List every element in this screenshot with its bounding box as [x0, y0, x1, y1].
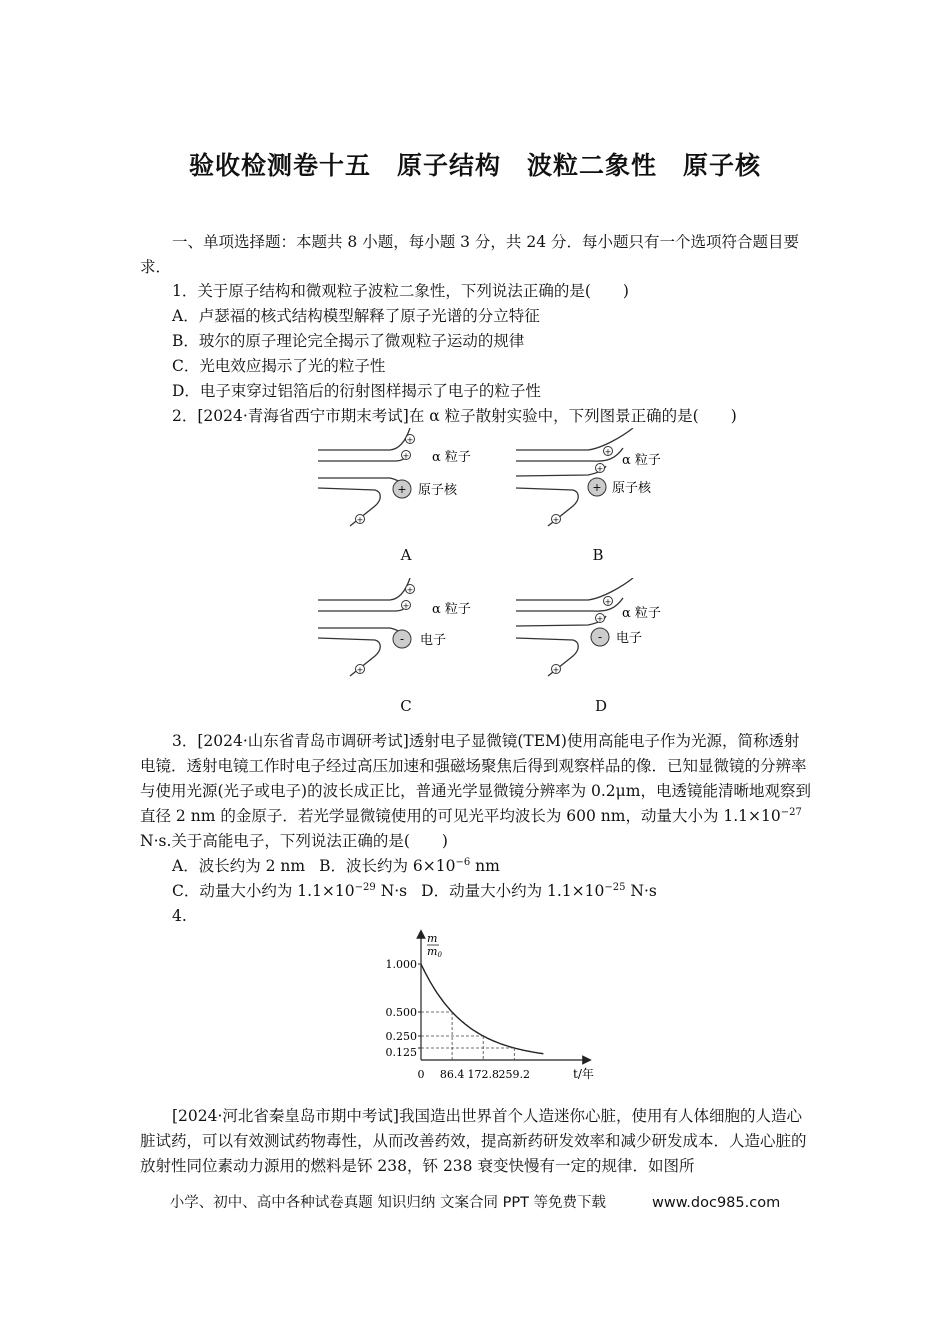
electron-label: 电子 — [616, 631, 643, 646]
alpha-path-middle — [318, 451, 410, 461]
decay-curve — [421, 964, 543, 1054]
footer-text: 小学、初中、高中各种试卷真题 知识归纳 文案合同 PPT 等免费下载 — [169, 1195, 607, 1211]
question-3-option-b: B．波长约为 $6\times 10^{-6}$ nm — [319, 857, 500, 875]
question-2-stem: 2．[2024·青海省西宁市期末考试]在 α 粒子散射实验中，下列图景正确的是( ) — [172, 407, 737, 425]
figure-caption-a: A — [400, 546, 412, 564]
question-3-stem: 3．[2024·山东省青岛市调研考试]透射电子显微镜(TEM)使用高能电子作为光源，简称透射电镜．透射电镜工作时电子经过高压加速和强磁场聚焦后得到观察样品的像．已知显微镜的分辨率与使用光源(光子或电子)的波长成正比，普通光学显微镜分辨率为 0.2μm，电透镜能清晰地观察到直径 2 nm 的金原子．若光学显微镜使用的可见光平均波长为 600 nm，动量大小为 $1.1\times 10^{-27}$ N·s.关于高能电子，下列说法正确的是( ) — [140, 732, 811, 850]
alpha-path-top — [318, 428, 410, 450]
section-heading: 一、单项选择题：本题共 8 小题，每小题 3 分，共 24 分．每小题只有一个选项符合题目要求． — [140, 233, 800, 276]
question-4-text: [2024·河北省秦皇岛市期中考试]我国造出世界首个人造迷你心脏，使用有人体细胞的人造心脏试药，可以有效测试药物毒性，从而改善药效，提高新药研发效率和减少研发成本．人造心脏的放射性同位素动力源用的燃料是钚 238，钚 238 衰变快慢有一定的规律．如图所 — [140, 1107, 807, 1175]
plus-sign: + — [596, 614, 604, 624]
question-3-option-c: C．动量大小约为 $1.1\times 10^{-29}$ N·s — [172, 882, 408, 900]
question-1-stem: 1．关于原子结构和微观粒子波粒二象性，下列说法正确的是( ) — [172, 282, 629, 300]
question-3-options-ab — [172, 854, 500, 879]
nucleus-label: 原子核 — [612, 481, 652, 496]
question-4-number: 4. — [172, 907, 187, 925]
alpha-path-middle — [318, 601, 410, 611]
alpha-label: α 粒子 — [432, 602, 471, 617]
question-1-option-b: B．玻尔的原子理论完全揭示了微观粒子运动的规律 — [172, 332, 525, 350]
y-axis-label-denominator: m0 — [427, 945, 442, 959]
question-3-options-cd — [172, 879, 657, 904]
x-tick-label: 86.4 — [439, 1068, 465, 1081]
electron-sign: - — [597, 630, 603, 644]
plus-sign: + — [406, 585, 414, 595]
alpha-path-backscatter — [318, 488, 380, 526]
alpha-label: α 粒子 — [622, 606, 661, 621]
alpha-path-top — [516, 428, 633, 450]
plus-sign: + — [402, 601, 410, 611]
alpha-path-backscatter — [318, 638, 380, 676]
question-1-option-a: A．卢瑟福的核式结构模型解释了原子光谱的分立特征 — [172, 307, 540, 325]
y-axis-label-numerator: m — [427, 932, 438, 945]
x-tick-label: 259.2 — [498, 1068, 531, 1081]
decay-chart — [375, 928, 615, 1088]
plus-sign: + — [356, 665, 364, 675]
plus-sign: + — [596, 464, 604, 474]
footer-url: www.doc985.com — [652, 1195, 781, 1211]
x-tick-label: 172.8 — [467, 1068, 499, 1081]
alpha-path-lower — [516, 466, 606, 476]
figure-caption-c: C — [400, 697, 412, 715]
plus-sign: + — [402, 451, 410, 461]
y-tick-label: 1.000 — [385, 958, 417, 971]
question-3-option-d: D．动量大小约为 $1.1\times 10^{-25}$ N·s — [421, 882, 657, 900]
y-tick-label: 0.500 — [385, 1006, 417, 1019]
plus-sign: + — [356, 515, 364, 525]
scattering-figure-d — [508, 578, 688, 688]
question-1-option-d: D．电子束穿过铝箔后的衍射图样揭示了电子的粒子性 — [172, 382, 541, 400]
plus-sign: + — [604, 447, 612, 457]
plus-sign: + — [406, 435, 414, 445]
nucleus-sign: + — [397, 483, 407, 496]
nucleus-label: 原子核 — [418, 483, 458, 498]
alpha-path-top — [516, 578, 633, 600]
page-title: 验收检测卷十五 原子结构 波粒二象性 原子核 — [188, 151, 761, 180]
alpha-path-lower — [516, 616, 606, 626]
question-3-option-a: A．波长约为 2 nm — [172, 857, 306, 875]
alpha-path-backscatter — [516, 488, 578, 526]
nucleus-sign: + — [592, 481, 602, 494]
electron-sign: - — [399, 632, 405, 646]
scattering-figure-b — [508, 428, 688, 538]
plus-sign: + — [552, 515, 560, 525]
y-tick-label: 0.250 — [385, 1030, 417, 1043]
scattering-figure-a — [310, 428, 490, 538]
alpha-label: α 粒子 — [622, 453, 661, 468]
figure-caption-d: D — [594, 697, 608, 715]
scattering-figure-c — [310, 578, 490, 688]
plus-sign: + — [604, 597, 612, 607]
question-1-option-c: C．光电效应揭示了光的粒子性 — [172, 357, 386, 375]
electron-label: 电子 — [420, 633, 447, 648]
x-axis-label: t/年 — [573, 1067, 594, 1081]
alpha-label: α 粒子 — [432, 450, 471, 465]
alpha-path-top — [318, 578, 410, 600]
figure-caption-b: B — [592, 546, 604, 564]
plus-sign: + — [552, 665, 560, 675]
footer — [0, 1191, 950, 1212]
origin-label: 0 — [417, 1068, 425, 1081]
y-tick-label: 0.125 — [385, 1046, 417, 1059]
alpha-path-backscatter — [516, 638, 578, 676]
